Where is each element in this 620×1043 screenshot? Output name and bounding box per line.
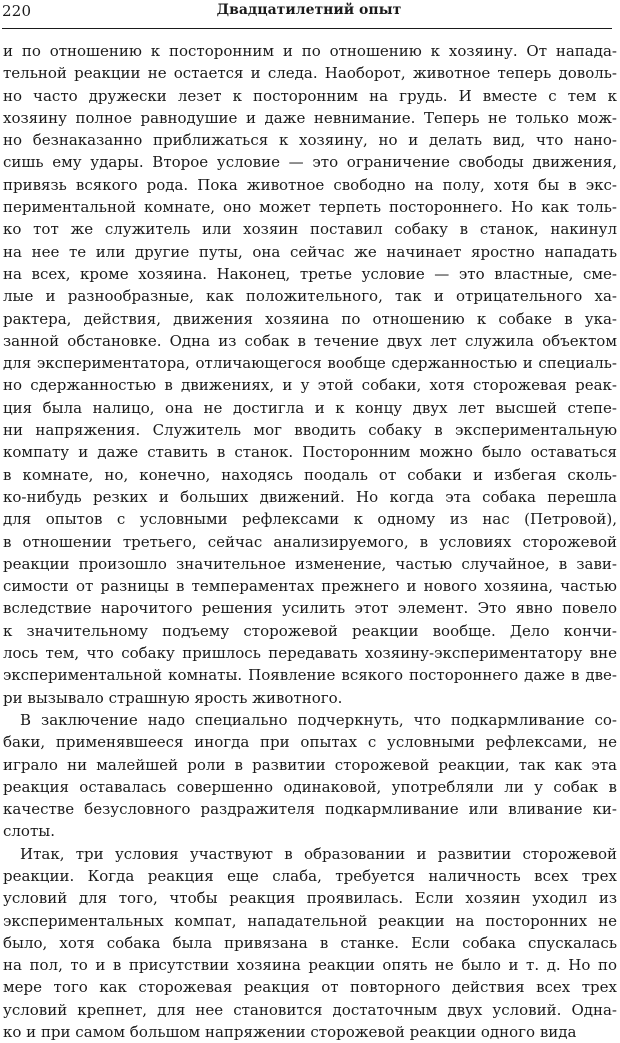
text-line: реакция оставалась совершенно одинаковой, употребляли ли у собак в — [3, 777, 617, 796]
text-line: ни напряжения. Служитель мог вводить собаку в экспериментальную — [3, 421, 617, 440]
text-line: вследствие нарочитого решения усилить этот элемент. Это явно повело — [3, 599, 617, 618]
text-line: занной обстановке. Одна из собак в течение двух лет служила объектом — [3, 331, 617, 350]
text-line: сишь ему удары. Второе условие — это ограничение свободы движения, — [3, 153, 617, 172]
text-line: мере того как сторожевая реакция от повторного действия всех трех — [3, 978, 617, 997]
text-line: рактера, действия, движения хозяина по отношению к собаке в ука- — [3, 309, 617, 328]
text-line: ция была налицо, она не достигла и к концу двух лет высшей степе- — [3, 398, 617, 417]
text-line: но сдержанностью в движениях, и у этой собаки, хотя сторожевая реак- — [3, 376, 617, 395]
body-text — [3, 40, 617, 1043]
page-header — [2, 2, 616, 24]
text-line: качестве безусловного раздражителя подкармливание или вливание ки- — [3, 800, 617, 819]
text-line: В заключение надо специально подчеркнуть, что подкармливание со- — [20, 710, 617, 729]
text-line: экспериментальных компат, нападательной реакции на посторонних не — [3, 911, 617, 930]
text-line: тельной реакции не остается и следа. Наоборот, животное теперь доволь- — [3, 64, 617, 83]
paragraph — [3, 40, 617, 709]
text-line: играло ни малейшей роли в развитии сторожевой реакции, так как эта — [3, 755, 617, 774]
header-rule — [2, 28, 612, 29]
text-line: симости от разницы в темпераментах прежнего и нового хозяина, частью — [3, 577, 617, 596]
running-title: Двадцатилетний опыт — [216, 2, 402, 18]
text-line: было, хотя собака была привязана в станке. Если собака спускалась — [3, 933, 617, 952]
text-line: ри вызывало страшную ярость животного. — [3, 688, 343, 707]
text-line: к значительному подъему сторожевой реакции вообще. Дело кончи- — [3, 621, 617, 640]
text-line: реакции произошло значительное изменение, частью случайное, в зави- — [3, 554, 617, 573]
text-line: слоты. — [3, 822, 55, 841]
text-line: реакции. Когда реакция еще слаба, требуется наличность всех трех — [3, 866, 617, 885]
text-line: хозяину полное равнодушие и даже невнимание. Теперь не только мож- — [3, 108, 617, 127]
text-line: баки, применявшееся иногда при опытах с условными рефлексами, не — [3, 733, 617, 752]
paragraph — [3, 709, 617, 843]
text-line: но часто дружески лезет к посторонним на грудь. И вместе с тем к — [3, 86, 617, 105]
text-line: условий крепнет, для нее становится достаточным двух условий. Одна- — [3, 1000, 617, 1019]
text-line: лось тем, что собаку пришлось передавать хозяину-экспериментатору вне — [3, 644, 617, 663]
text-line: ко и при самом большом напряжении сторожевой реакции одного вида — [3, 1023, 577, 1042]
text-line: для опытов с условными рефлексами к одному из нас (Петровой), — [3, 510, 617, 529]
text-line: периментальной комнате, оно может терпеть постороннего. Но как толь- — [3, 198, 617, 217]
text-line: но безнаказанно приближаться к хозяину, но и делать вид, что нано- — [3, 131, 617, 150]
text-line: в комнате, но, конечно, находясь поодаль от собаки и избегая сколь- — [3, 465, 617, 484]
text-line: на всех, кроме хозяина. Наконец, третье условие — это властные, сме- — [3, 264, 617, 283]
text-line: ко тот же служитель или хозяин поставил собаку в станок, накинул — [3, 220, 617, 239]
text-line: Итак, три условия участвуют в образовании и развитии сторожевой — [20, 844, 617, 863]
text-line: экспериментальной комнаты. Появление всякого постороннего даже в две- — [3, 666, 617, 685]
text-line: и по отношению к посторонним и по отношению к хозяину. От нападa- — [3, 42, 617, 60]
text-line: на нее те или другие путы, она сейчас же начинает яростно нападать — [3, 242, 617, 261]
page-number: 220 — [2, 2, 32, 20]
text-line: на пол, то и в присутствии хозяина реакции опять не было и т. д. Но по — [3, 956, 617, 975]
text-line: условий для того, чтобы реакция проявилась. Если хозяин уходил из — [3, 889, 617, 908]
paragraph — [3, 843, 617, 1043]
text-line: компату и даже ставить в станок. Посторонним можно было оставаться — [3, 443, 617, 462]
text-line: в отношении третьего, сейчас анализируемого, в условиях сторожевой — [3, 532, 617, 551]
text-line: лые и разнообразные, как положительного, так и отрицательного ха- — [3, 287, 617, 306]
text-line: для экспериментатора, отличающегося вообще сдержанностью и специаль- — [3, 354, 617, 373]
text-line: ко-нибудь резких и больших движений. Но когда эта собака перешла — [3, 487, 617, 506]
text-line: привязь всякого рода. Пока животное свободно на полу, хотя бы в экс- — [3, 175, 617, 194]
